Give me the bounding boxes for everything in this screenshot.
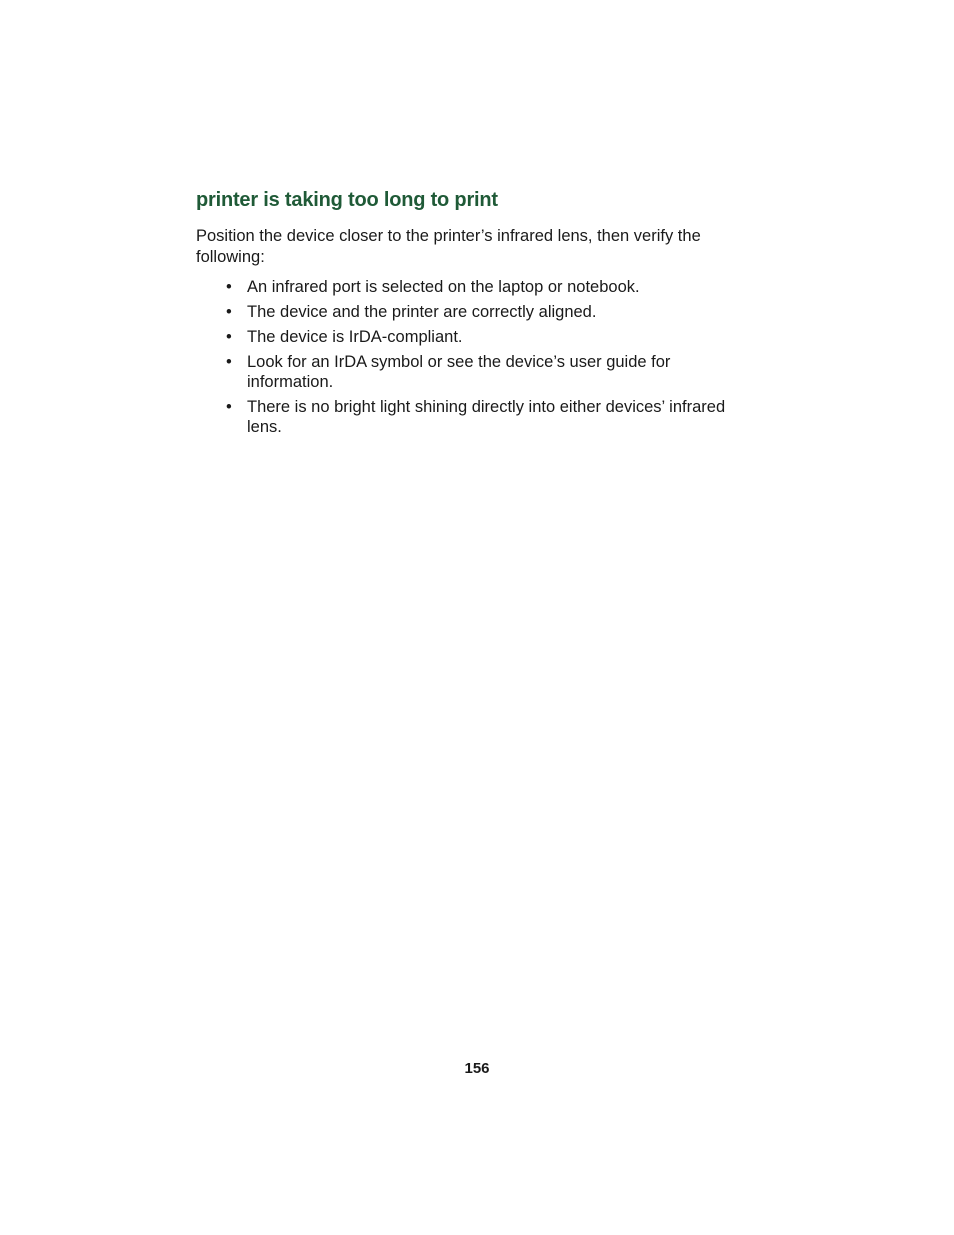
list-item	[196, 302, 741, 322]
list-item-text: The device and the printer are correctly aligned.	[247, 303, 597, 321]
page-number: 156	[464, 1060, 490, 1077]
list-item	[196, 397, 741, 437]
intro-paragraph: Position the device closer to the printer’s infrared lens, then verify the following:	[196, 227, 701, 266]
bullet-icon: •	[226, 328, 232, 346]
list-item	[196, 327, 741, 347]
list-item-text: Look for an IrDA symbol or see the device’s user guide for information.	[247, 353, 671, 391]
bullet-icon: •	[226, 398, 232, 416]
bullet-icon: •	[226, 353, 232, 371]
checklist	[196, 277, 741, 442]
bullet-icon: •	[226, 278, 232, 296]
list-item	[196, 352, 741, 392]
list-item	[196, 277, 741, 297]
list-item-text: An infrared port is selected on the laptop or notebook.	[247, 278, 640, 296]
section-heading: printer is taking too long to print	[196, 189, 498, 211]
list-item-text: The device is IrDA-compliant.	[247, 328, 463, 346]
list-item-text: There is no bright light shining directly into either devices’ infrared lens.	[247, 398, 726, 436]
bullet-icon: •	[226, 303, 232, 321]
